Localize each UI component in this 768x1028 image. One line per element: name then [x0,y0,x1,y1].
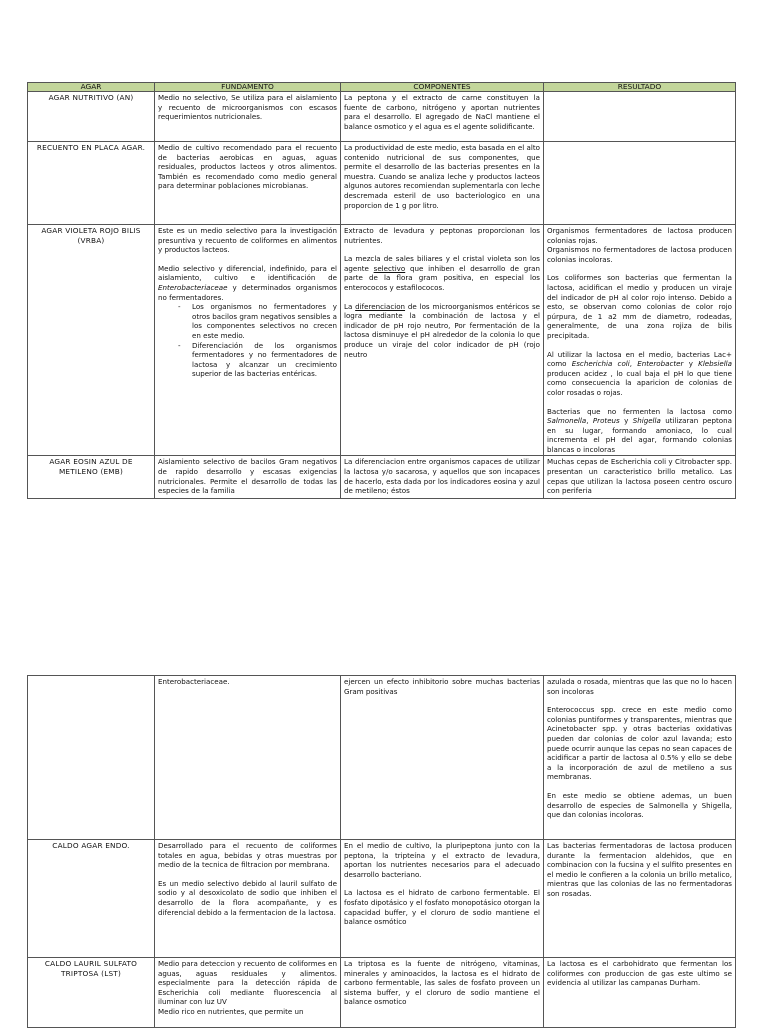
resultado-cell: Muchas cepas de Escherichia coli y Citrobacter spp. presentan un caracteristico brillo metalico. Las cepas que utilizan la lactosa poseen centro oscuro con periferia [544,456,736,499]
paragraph: Al utilizar la lactosa en el medio, bacterias Lac+ como Escherichia coli, Enterobacter y Klebsiella producen acidez , lo cual baja el pH lo que tiene como consecuencia la aparicion de colonias de color rosadas o rojas. [547,349,732,397]
resultado-cell: La lactosa es el carbohidrato que fermentan los coliformes con produccion de gas este ultimo se evidencia al utilizar las campanas Durham. [544,958,736,1028]
paragraph: Organismos no fermentadores de lactosa producen colonias incoloras. [547,245,732,264]
agar-name: AGAR NUTRITIVO (AN) [28,92,155,142]
paragraph: Extracto de levadura y peptonas proporcionan los nutrientes. [344,226,540,245]
componentes-cell: La diferenciacion entre organismos capaces de utilizar la lactosa y/o sacarosa, y aquellos que son incapaces de hacerlo, esta dada por los indicadores eosina y azul de metileno; éstos [341,456,544,499]
table-row [28,676,736,840]
paragraph: La mezcla de sales biliares y el cristal violeta son los agente selectivo que inhiben el desarrollo de gran parte de la flora gram positiva, en especial los enterococos y estafilococos. [344,254,540,292]
table-row [28,840,736,958]
fundamento-cell: Aislamiento selectivo de bacilos Gram negativos de rapido desarrollo y escasas exigencias nutricionales. Permite el desarrollo de todas las especies de la familia [155,456,341,499]
paragraph: Desarrollado para el recuento de coliformes totales en agua, bebidas y otras muestras por medio de la tecnica de filtracion por membrana. [158,841,337,870]
bullet-item: - Diferenciación de los organismos fermentadores y no fermentadores de lactosa y alcanzar un crecimiento superior de las bacterias entéricas. [178,340,337,379]
header-fundamento: FUNDAMENTO [155,83,341,92]
fundamento-cell [155,840,341,958]
agar-name: AGAR EOSIN AZUL DE METILENO (EMB) [28,456,155,499]
fundamento-cell: Medio de cultivo recomendado para el recuento de bacterias aerobicas en aguas, aguas residuales, productos lacteos y otros alimentos. También es recomendado como medio general para determinar poblaciones microbianas. [155,142,341,225]
paragraph: Los coliformes son bacterias que fermentan la lactosa, acidifican el medio y producen un viraje del indicador de pH al color rojo intenso. Debido a esto, se observan como colonias de color rojo púrpura, de 1 a2 mm de diametro, rodeadas, generalmente, de una zona rojiza de bilis precipitada. [547,273,732,340]
table-row [28,92,736,142]
fundamento-cell [155,958,341,1028]
agar-name: CALDO LAURIL SULFATO TRIPTOSA (LST) [28,958,155,1028]
paragraph: La diferenciacion de los microorganismos entéricos se logra mediante la combinación de lactosa y el indicador de pH rojo neutro, Por fermentación de la lactosa disminuye el pH alrededor de la colonia lo que produce un viraje del color indicador de pH (rojo neutro [344,301,540,359]
paragraph: Enterococcus spp. crece en este medio como colonias puntiformes y transparentes, mientras que Acinetobacter spp. y otras bacterias oxidativas pueden dar colonias de color azul lavanda; esto puede ocurrir aunque las cepas no sean capaces de acidificar a partir de lactosa al 0.5% y ello se debe a la incorporación de azul de metileno a sus membranas. [547,705,732,782]
paragraph: En este medio se obtiene ademas, un buen desarrollo de especies de Salmonella y Shigella, que dan colonias incoloras. [547,790,732,820]
agar-name: CALDO AGAR ENDO. [28,840,155,958]
fundamento-cell [155,225,341,456]
resultado-cell [544,676,736,840]
paragraph: Es un medio selectivo debido al lauril sulfato de sodio y al desoxicolato de sodio que inhiben el desarrollo de la flora acompañante, y es diferencial debido a la fermentacion de la lactosa. [158,878,337,917]
resultado-cell [544,225,736,456]
paragraph: Medio para deteccion y recuento de coliformes en aguas, aguas residuales y alimentos. especialmente para la detección rápida de Escherichia coli mediante fluorescencia al iluminar con luz UV [158,959,337,1007]
componentes-cell: ejercen un efecto inhibitorio sobre muchas bacterias Gram positivas [341,676,544,840]
culture-media-table-page2 [27,675,736,1028]
table-row [28,225,736,456]
agar-name: RECUENTO EN PLACA AGAR. [28,142,155,225]
componentes-cell: La peptona y el extracto de carne constituyen la fuente de carbono, nitrógeno y aportan nutrientes para el desarrollo. El agregado de NaCl mantiene el balance osmotico y el agua es el agente solidificante. [341,92,544,142]
fundamento-cell: Medio no selectivo, Se utiliza para el aislamiento y recuento de microorganismos con escasos requerimientos nutricionales. [155,92,341,142]
paragraph: Bacterias que no fermenten la lactosa como Salmonella, Proteus y Shigella utilizaran peptona en su lugar, formando amoniaco, lo cual incrementa el pH del agar, formando colonias blancas o incoloras [547,406,732,454]
paragraph: Medio rico en nutrientes, que permite un [158,1006,304,1016]
header-agar: AGAR [28,83,155,92]
paragraph: La lactosa es el hidrato de carbono fermentable. El fosfato dipotásico y el fosfato monopotásico otorgan la capacidad buffer, y el cloruro de sodio mantiene el balance osmótico [344,888,540,927]
fundamento-cell: Enterobacteriaceae. [155,676,341,840]
resultado-cell: Las bacterias fermentadoras de lactosa producen durante la fermentacion aldehidos, que en combinacion con la fucsina y el sulfito presentes en el medio le confieren a la colonia un brillo metalico, mientras que las colonias de las no fermentadoras son rosadas. [544,840,736,958]
componentes-cell: La productividad de este medio, esta basada en el alto contenido nutricional de sus componentes, que permite el desarrollo de las bacterias presentes en la muestra. Cuando se analiza leche y productos lacteos algunos autores recomiendan suplementarla con leche descremada esteril de uso bacteriologico en una proporcion de 1 g por litro. [341,142,544,225]
paragraph: azulada o rosada, mientras que las que no lo hacen son incoloras [547,677,732,696]
resultado-cell [544,142,736,225]
paragraph: Organismos fermentadores de lactosa producen colonias rojas. [547,226,732,245]
table-row [28,958,736,1028]
agar-name: AGAR VIOLETA ROJO BILIS (VRBA) [28,225,155,456]
bullet-item: - Los organismos no fermentadores y otros bacilos gram negativos sensibles a los componentes selectivos no crecen en este medio. [178,302,337,340]
componentes-cell: La triptosa es la fuente de nitrógeno, vitaminas, minerales y aminoacidos, la lactosa es el hidrato de carbono fermentable, las sales de fosfato proveen un sistema buffer, y el cloruro de sodio mantiene el balance osmotico [341,958,544,1028]
componentes-cell [341,225,544,456]
paragraph: Medio selectivo y diferencial, indefinido, para el aislamiento, cultivo e identificación de Enterobacteriaceae y determinados organismos no fermentadores. [158,263,337,302]
resultado-cell [544,92,736,142]
agar-name [28,676,155,840]
paragraph: Este es un medio selectivo para la investigación presuntiva y recuento de coliformes en alimentos y productos lacteos. [158,226,337,255]
table-row [28,456,736,499]
table-row [28,142,736,225]
header-resultado: RESULTADO [544,83,736,92]
culture-media-table-page1 [27,82,736,499]
componentes-cell [341,840,544,958]
paragraph: En el medio de cultivo, la pluripeptona junto con la peptona, la tripteína y el extracto de levadura, aportan los nutrientes necesarios para el adecuado desarrollo bacteriano. [344,841,540,879]
header-componentes: COMPONENTES [341,83,544,92]
